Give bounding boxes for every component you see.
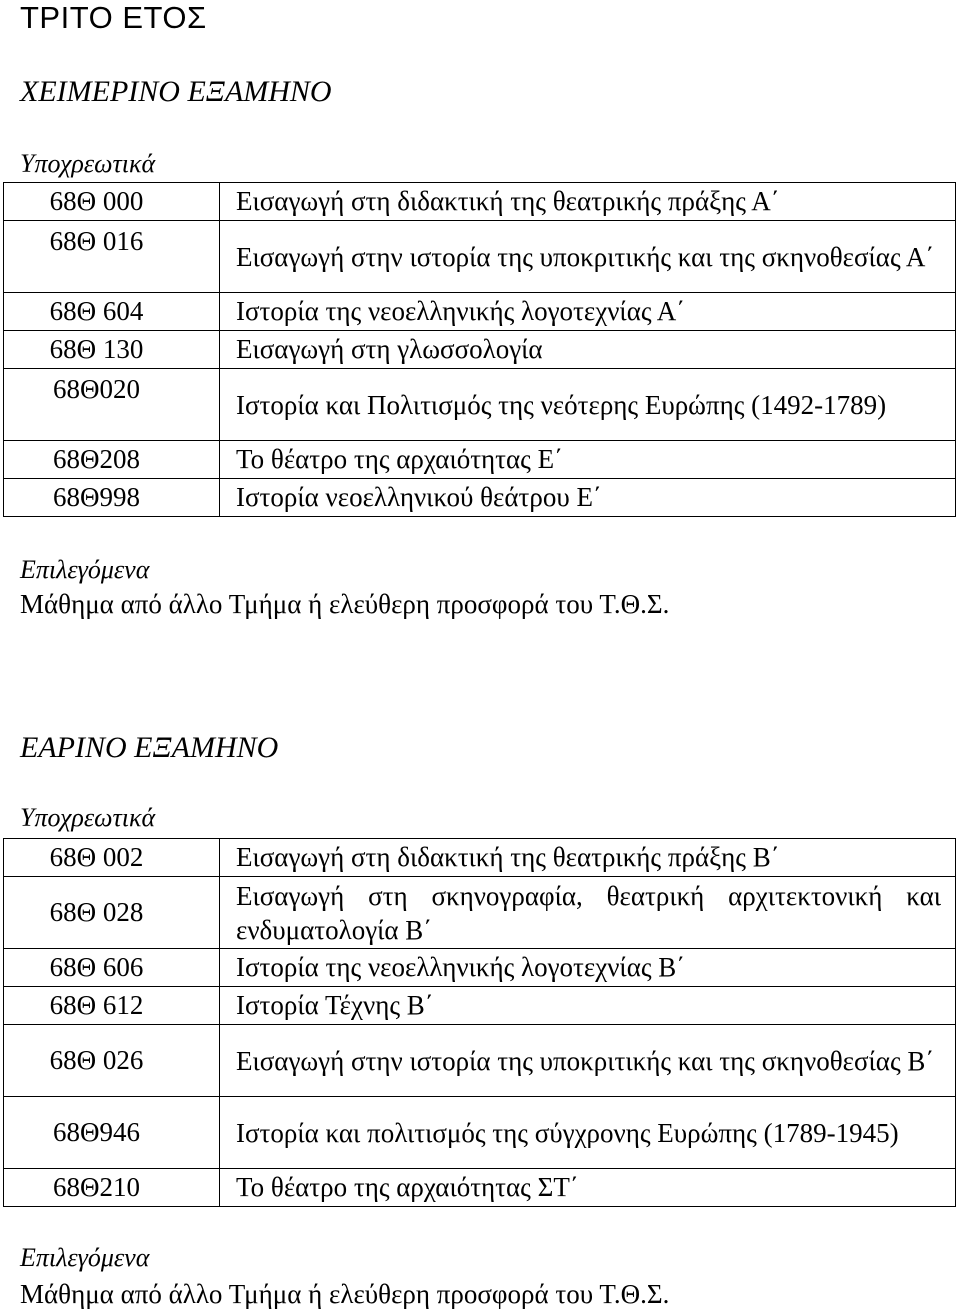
table-row	[4, 441, 956, 479]
table-row	[4, 369, 956, 441]
page-title: ΤΡΙΤΟ ΕΤΟΣ	[20, 0, 207, 35]
spring-elective-text: Μάθημα από άλλο Τμήμα ή ελεύθερη προσφορά του Τ.Θ.Σ.	[20, 1279, 670, 1309]
course-code: 68Θ 002	[4, 839, 220, 877]
winter-semester-heading: ΧΕΙΜΕΡΙΝΟ ΕΞΑΜΗΝΟ	[20, 75, 332, 108]
course-code: 68Θ210	[4, 1169, 220, 1207]
course-title: Ιστορία και Πολιτισμός της νεότερης Ευρώπης (1492-1789)	[220, 369, 956, 441]
course-code: 68Θ 606	[4, 949, 220, 987]
course-code: 68Θ998	[4, 479, 220, 517]
table-row	[4, 949, 956, 987]
spring-elective-label: Επιλεγόμενα	[20, 1243, 150, 1272]
course-code: 68Θ020	[4, 369, 220, 441]
course-code: 68Θ 130	[4, 331, 220, 369]
course-title: Ιστορία της νεοελληνικής λογοτεχνίας Α΄	[220, 293, 956, 331]
winter-courses-table	[3, 182, 956, 517]
table-row	[4, 331, 956, 369]
table-row	[4, 1025, 956, 1097]
course-code: 68Θ 612	[4, 987, 220, 1025]
course-title: Εισαγωγή στη διδακτική της θεατρικής πράξης Β΄	[220, 839, 956, 877]
course-title: Εισαγωγή στη γλωσσολογία	[220, 331, 956, 369]
course-code: 68Θ 604	[4, 293, 220, 331]
course-code: 68Θ946	[4, 1097, 220, 1169]
table-row	[4, 293, 956, 331]
course-title: Εισαγωγή στη σκηνογραφία, θεατρική αρχιτεκτονική και ενδυματολογία Β΄	[220, 877, 956, 949]
course-title: Ιστορία και πολιτισμός της σύγχρονης Ευρώπης (1789-1945)	[220, 1097, 956, 1169]
course-title: Εισαγωγή στην ιστορία της υποκριτικής και της σκηνοθεσίας Α΄	[220, 221, 956, 293]
course-title: Εισαγωγή στη διδακτική της θεατρικής πράξης Α΄	[220, 183, 956, 221]
course-title: Ιστορία της νεοελληνικής λογοτεχνίας Β΄	[220, 949, 956, 987]
spring-required-label: Υποχρεωτικά	[20, 803, 156, 832]
course-title: Το θέατρο της αρχαιότητας ΣΤ΄	[220, 1169, 956, 1207]
table-row	[4, 877, 956, 949]
table-row	[4, 1169, 956, 1207]
table-row	[4, 987, 956, 1025]
table-row	[4, 479, 956, 517]
course-code: 68Θ208	[4, 441, 220, 479]
course-title: Ιστορία Τέχνης Β΄	[220, 987, 956, 1025]
table-row	[4, 221, 956, 293]
table-row	[4, 839, 956, 877]
course-title: Εισαγωγή στην ιστορία της υποκριτικής και της σκηνοθεσίας Β΄	[220, 1025, 956, 1097]
winter-elective-text: Μάθημα από άλλο Τμήμα ή ελεύθερη προσφορά του Τ.Θ.Σ.	[20, 589, 670, 619]
spring-courses-table	[3, 838, 956, 1207]
table-row	[4, 183, 956, 221]
table-row	[4, 1097, 956, 1169]
course-code: 68Θ 000	[4, 183, 220, 221]
spring-semester-heading: ΕΑΡΙΝΟ ΕΞΑΜΗΝΟ	[20, 731, 279, 764]
course-title: Το θέατρο της αρχαιότητας Ε΄	[220, 441, 956, 479]
course-title: Ιστορία νεοελληνικού θεάτρου Ε΄	[220, 479, 956, 517]
winter-required-label: Υποχρεωτικά	[20, 149, 156, 178]
winter-elective-label: Επιλεγόμενα	[20, 555, 150, 584]
course-code: 68Θ 016	[4, 221, 220, 293]
course-code: 68Θ 028	[4, 877, 220, 949]
course-code: 68Θ 026	[4, 1025, 220, 1097]
